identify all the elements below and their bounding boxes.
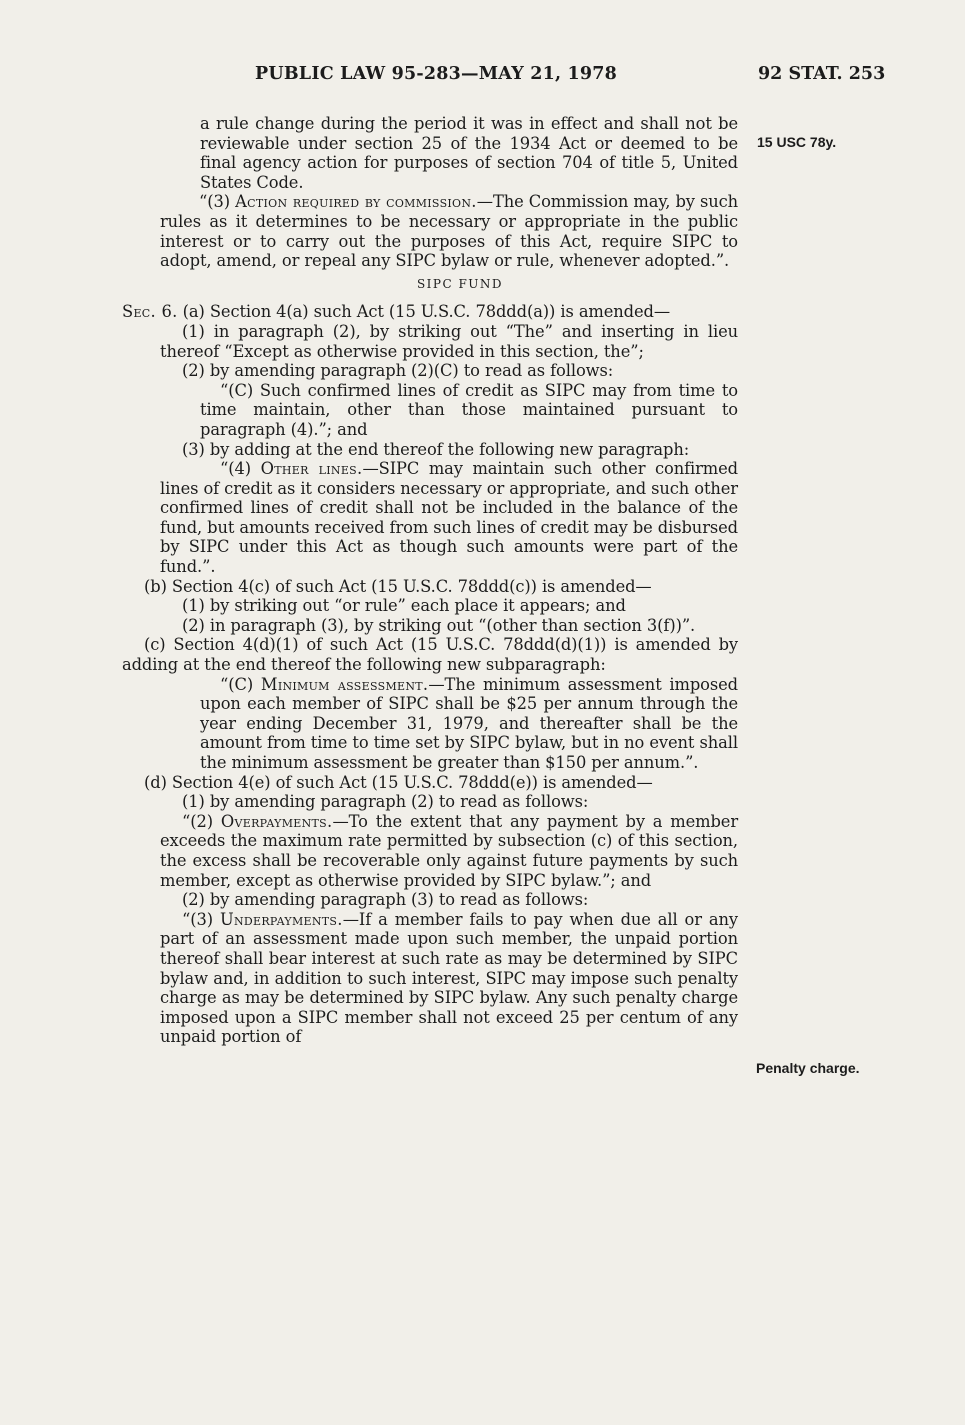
paragraph-prefix: “(3): [182, 909, 220, 929]
paragraph-sub-c: “(C) Such confirmed lines of credit as SIPC may from time to time maintain, other than those maintained pursuant to paragraph (4).”; and: [200, 380, 738, 439]
paragraph-other-lines: [122, 459, 738, 577]
paragraph-action-required: [122, 192, 738, 270]
paragraph-prefix: “(C): [220, 674, 261, 694]
paragraph-rule-change: a rule change during the period it was in effect and shall not be reviewable under section 25 of the 1934 Act or deemed to be final agency action for purposes of section 704 of title 5, United States Code.: [200, 114, 738, 192]
paragraph-sec6d-1: (1) by amending paragraph (2) to read as follows:: [182, 792, 589, 812]
paragraph-heading: Minimum assessment.: [260, 674, 429, 694]
paragraph-overpayments: [122, 812, 738, 890]
paragraph-heading: Underpayments.: [219, 909, 343, 929]
paragraph-text: —To the extent that any payment by a member exceeds the maximum rate permitted by subsection (c) of this section, the excess shall be recoverable only against future payments by such member, except as otherwise provided by SIPC bylaw.”; and: [160, 811, 739, 890]
paragraph-text: —SIPC may maintain such other confirmed lines of credit as it considers necessary or appropriate, and such other confirmed lines of credit shall not be included in the balance of the fund, but amounts received from such lines of credit may be disbursed by SIPC under this Act as though such amounts were part of the fund.”.: [160, 459, 738, 577]
margin-note-citation: 15 USC 78y.: [757, 134, 837, 150]
paragraph-sec6b-1: (1) by striking out “or rule” each place it appears; and: [182, 596, 626, 616]
paragraph-sec6a-1: (1) in paragraph (2), by striking out “The” and inserting in lieu thereof “Except as otherwise provided in this section, the”;: [160, 321, 738, 361]
paragraph-prefix: “(2): [182, 811, 221, 831]
margin-note-penalty: Penalty charge.: [756, 1060, 860, 1076]
paragraph-prefix: “(3): [199, 192, 236, 212]
sec-label: [122, 302, 178, 321]
paragraph-sec6a-2: (2) by amending paragraph (2)(C) to read as follows:: [182, 361, 614, 381]
paragraph-sec6c: (c) Section 4(d)(1) of such Act (15 U.S.C. 78ddd(d)(1)) is amended by adding at the end thereof the following new subparagraph:: [122, 635, 738, 675]
paragraph-sec6b: (b) Section 4(c) of such Act (15 U.S.C. 78ddd(c)) is amended—: [144, 576, 652, 596]
paragraph-prefix: “(4): [220, 459, 261, 479]
paragraph-text: (a) Section 4(a) such Act (15 U.S.C. 78ddd(a)) is amended—: [177, 302, 671, 322]
paragraph-text: —The minimum assessment imposed upon each member of SIPC shall be $25 per annum through the year ending December 31, 1979, and thereafter shall be the amount from time to time set by SIPC bylaw, but in no event shall the minimum assessment be greater than $150 per annum.”.: [200, 674, 738, 772]
paragraph-heading: Overpayments.: [220, 811, 333, 831]
sec-number: Sec. 6.: [122, 302, 178, 322]
paragraph-heading: Other lines.: [260, 459, 363, 479]
paragraph-sec6b-2: (2) in paragraph (3), by striking out “(other than section 3(f))”.: [182, 615, 696, 635]
paragraph-sec6d: (d) Section 4(e) of such Act (15 U.S.C. 78ddd(e)) is amended—: [144, 772, 653, 792]
paragraph-underpayments: [122, 910, 738, 1047]
paragraph-text: —The Commission may, by such rules as it determines to be necessary or appropriate in the public interest or to carry out the purposes of this Act, require SIPC to adopt, amend, or repeal any SIPC bylaw or rule, whenever adopted.”.: [160, 192, 739, 271]
paragraph-heading: Action required by commission.: [235, 192, 477, 212]
paragraph-minimum-assessment: [122, 675, 738, 773]
page-header-stat: 92 STAT. 253: [758, 64, 886, 84]
paragraph-sec6a-3: (3) by adding at the end thereof the following new paragraph:: [182, 439, 690, 459]
body-text: [122, 114, 738, 1047]
paragraph-sec6d-2: (2) by amending paragraph (3) to read as follows:: [182, 890, 589, 910]
section-heading: SIPC FUND: [416, 276, 504, 291]
paragraph-sec-6: [122, 302, 738, 322]
paragraph-text: —If a member fails to pay when due all or any part of an assessment made upon such member, the unpaid portion thereof shall bear interest at such rate as may be determined by SIPC bylaw and, in addition to such interest, SIPC may impose such penalty charge as may be determined by SIPC bylaw. Any such penalty charge imposed upon a SIPC member shall not exceed 25 per centum of any unpaid portion of: [160, 909, 738, 1047]
page-header-title: PUBLIC LAW 95-283—MAY 21, 1978: [255, 64, 618, 84]
